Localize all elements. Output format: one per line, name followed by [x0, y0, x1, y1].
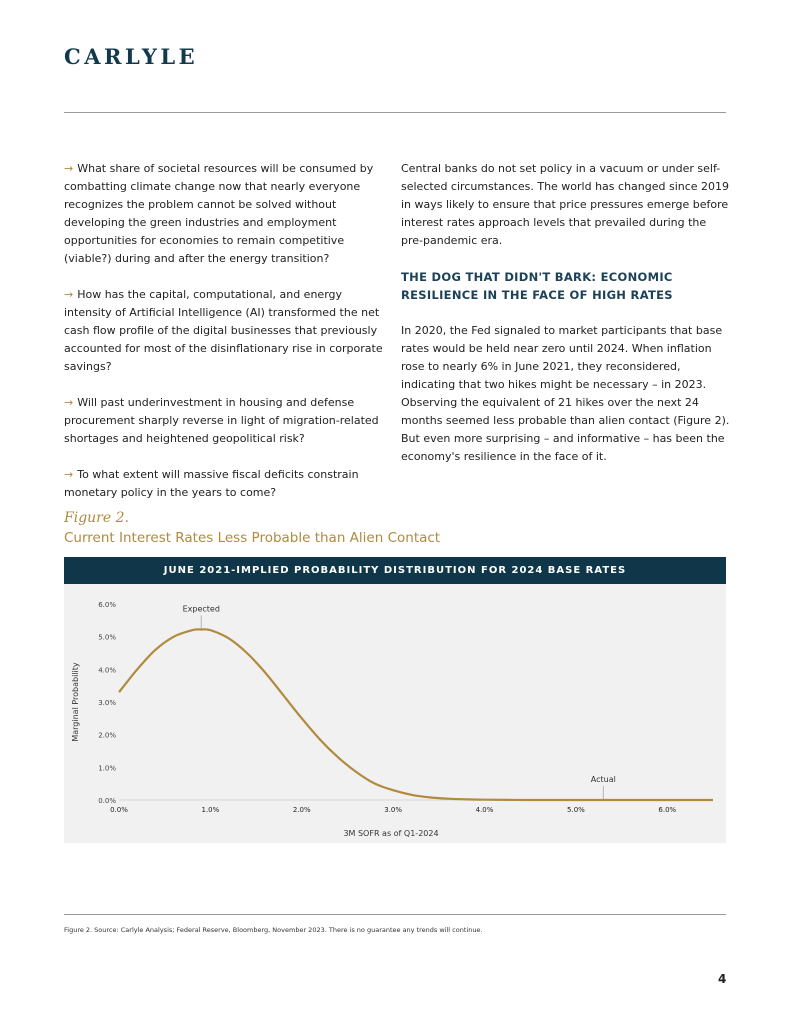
x-tick-label: 5.0%	[567, 806, 585, 814]
x-tick-label: 3.0%	[384, 806, 403, 814]
arrow-right-icon: →	[64, 468, 74, 481]
arrow-right-icon: →	[64, 288, 74, 301]
carlyle-logo: CARLYLE	[64, 44, 199, 69]
x-tick-label: 0.0%	[110, 806, 128, 814]
footer-divider	[64, 914, 726, 915]
annotation-actual: Actual	[590, 775, 616, 784]
x-tick-label: 1.0%	[201, 806, 220, 814]
body-paragraph: In 2020, the Fed signaled to market participants that base rates would be held near zero until 2024. When inflation rose to nearly 6% in June 2021, they reconsidered, indicating that two hikes might be necessary – in 2023. Observing the equivalent of 21 hikes over the next 24 months seemed less probable than alien contact (Figure 2). But even more surprising – and informative – has been the economy's resilience in the face of it.	[401, 324, 730, 463]
probability-chart	[64, 584, 726, 843]
x-axis-label: 3M SOFR as of Q1-2024	[343, 829, 439, 838]
y-tick-label: 6.0%	[98, 601, 116, 609]
chart-panel	[64, 584, 726, 843]
header-divider	[64, 112, 726, 113]
arrow-right-icon: →	[64, 396, 74, 409]
probability-curve	[119, 629, 713, 800]
right-column	[401, 160, 731, 484]
y-tick-label: 2.0%	[98, 731, 116, 740]
page-number: 4	[718, 972, 727, 986]
x-tick-label: 2.0%	[292, 806, 311, 814]
y-axis-label: Marginal Probability	[71, 662, 80, 742]
y-tick-label: 1.0%	[98, 764, 116, 773]
annotation-expected: Expected	[182, 604, 220, 614]
y-tick-label: 0.0%	[98, 797, 116, 805]
section-heading: THE DOG THAT DIDN'T BARK: ECONOMIC RESILIENCE IN THE FACE OF HIGH RATES	[401, 270, 673, 302]
y-tick-label: 3.0%	[98, 699, 116, 707]
left-column	[64, 160, 384, 520]
question-item: → What share of societal resources will be consumed by combatting climate change now that nearly everyone recognizes the problem cannot be solved without developing the green industries and employment opportunities for economies to remain competitive (viable?) during and after the energy transition?	[64, 162, 374, 265]
figure-footnote: Figure 2. Source: Carlyle Analysis; Federal Reserve, Bloomberg, November 2023. There is no guarantee any trends will continue.	[64, 926, 483, 934]
intro-paragraph: Central banks do not set policy in a vacuum or under self-selected circumstances. The world has changed since 2019 in ways likely to ensure that price pressures emerge before interest rates approach levels that prevailed during the pre-pandemic era.	[401, 162, 730, 247]
x-tick-label: 4.0%	[475, 806, 494, 814]
arrow-right-icon: →	[64, 162, 74, 175]
question-item: → To what extent will massive fiscal deficits constrain monetary policy in the years to come?	[64, 468, 359, 499]
question-item: → How has the capital, computational, and energy intensity of Artificial Intelligence (AI) transformed the net cash flow profile of the digital businesses that previously accounted for most of the disinflationary rise in corporate savings?	[64, 288, 383, 373]
y-tick-label: 5.0%	[98, 633, 116, 642]
chart-title: JUNE 2021-IMPLIED PROBABILITY DISTRIBUTION FOR 2024 BASE RATES	[64, 557, 726, 584]
x-tick-label: 6.0%	[658, 806, 677, 814]
question-item: → Will past underinvestment in housing and defense procurement sharply reverse in light of migration-related shortages and heightened geopolitical risk?	[64, 396, 379, 445]
y-tick-label: 4.0%	[98, 666, 116, 675]
figure-title: Current Interest Rates Less Probable than Alien Contact	[64, 530, 441, 546]
figure-label: Figure 2.	[64, 510, 129, 526]
